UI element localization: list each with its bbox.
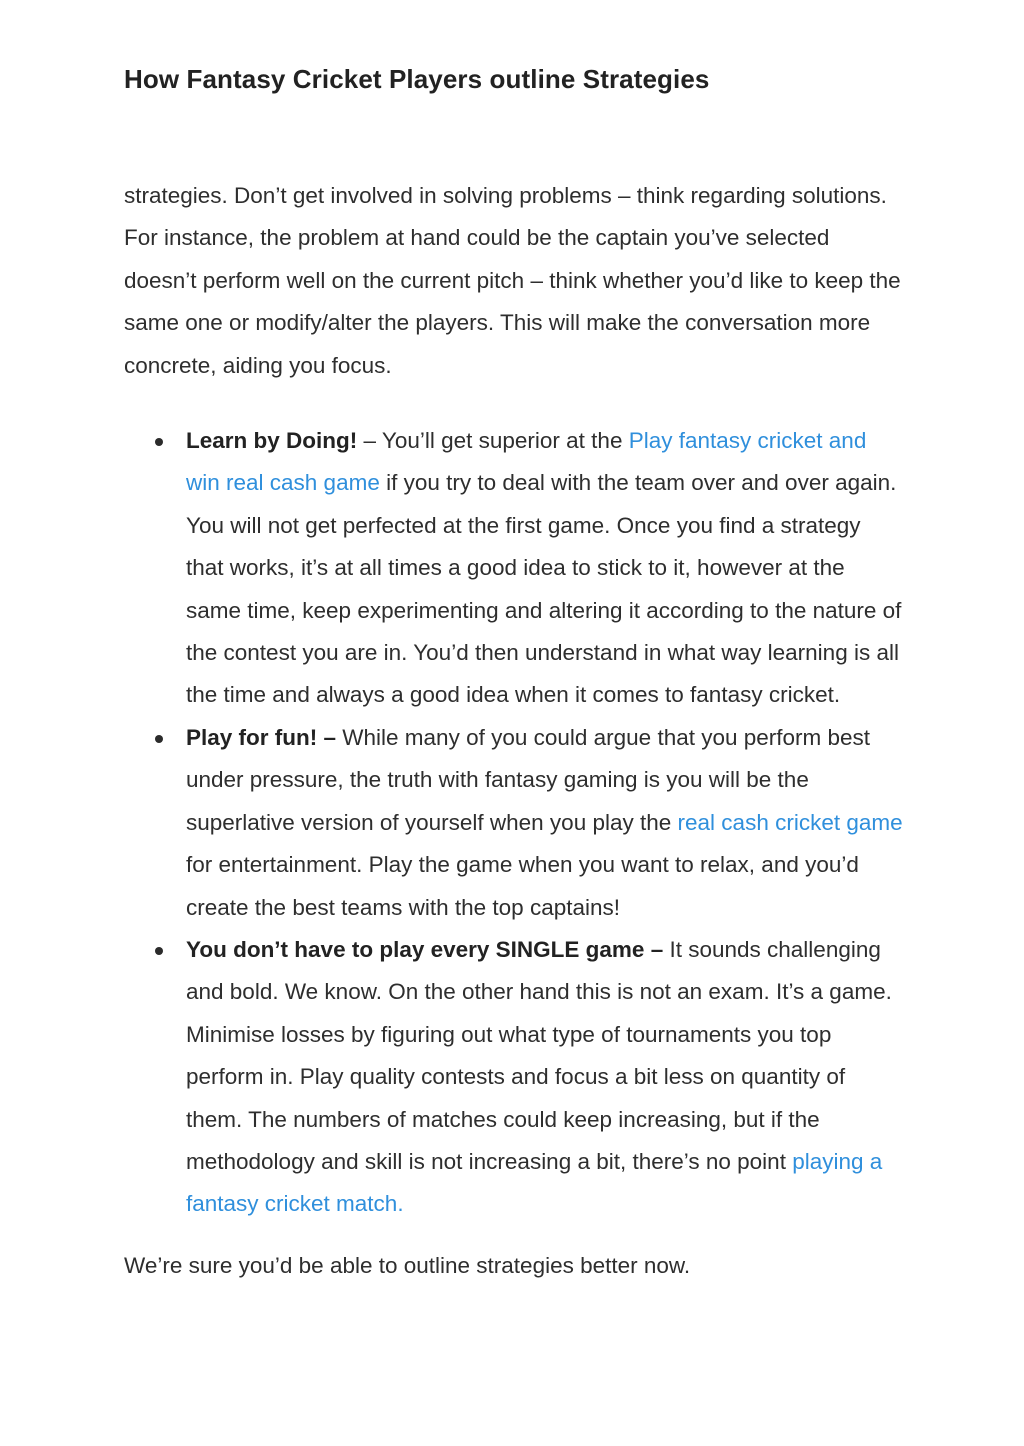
intro-paragraph: strategies. Don’t get involved in solving problems – think regarding solutions. For instance, the problem at hand could be the captain you’ve selected doesn’t perform well on the current pitch – think whether you’d like to keep the same one or modify/alter the players. This will make the conversation more concrete, aiding you focus. bbox=[124, 183, 901, 378]
list-item bbox=[124, 929, 904, 1226]
list-item-text: While many of you could argue that you perform best under pressure, the truth with fantasy gaming is you will be the superlative version of yourself when you play the bbox=[186, 724, 871, 835]
list-item bbox=[124, 717, 904, 929]
list-item-text: It sounds challenging and bold. We know. On the other hand this is not an exam. It’s a game. Minimise losses by figuring out what type of tournaments you top perform in. Play quality contests and focus a bit less on quantity of them. The numbers of matches could keep increasing, but if the methodology and skill is not increasing a bit, there’s no point bbox=[186, 936, 892, 1174]
closing-paragraph: We’re sure you’d be able to outline strategies better now. bbox=[124, 1252, 691, 1278]
list-item-lead: Play for fun! – bbox=[186, 724, 337, 750]
list-item bbox=[124, 420, 904, 717]
real-cash-cricket-game-link[interactable]: real cash cricket game bbox=[677, 809, 903, 835]
bullet-icon bbox=[155, 947, 163, 955]
bullet-icon bbox=[155, 735, 163, 743]
list-item-lead: You don’t have to play every SINGLE game – bbox=[186, 936, 664, 962]
play-fantasy-cricket-link[interactable]: Play fantasy cricket and win real cash game bbox=[186, 428, 867, 496]
list-item-text: for entertainment. Play the game when you want to relax, and you’d create the best teams with the top captains! bbox=[186, 852, 859, 920]
page-title: How Fantasy Cricket Players outline Strategies bbox=[124, 64, 710, 94]
list-item-text: – You’ll get superior at the bbox=[357, 428, 629, 454]
document-page bbox=[124, 60, 904, 1287]
bullet-icon bbox=[155, 438, 163, 446]
list-item-lead: Learn by Doing! bbox=[186, 428, 358, 454]
playing-fantasy-cricket-match-link[interactable]: playing a fantasy cricket match. bbox=[186, 1148, 883, 1217]
list-item-text: if you try to deal with the team over and over again. You will not get perfected at the first game. Once you find a strategy that works, it’s at all times a good idea to stick to it, however at the same time, keep experimenting and altering it according to the nature of the contest you are in. You’d then understand in what way learning is all the time and always a good idea when it comes to fantasy cricket. bbox=[186, 470, 902, 708]
strategy-list bbox=[124, 420, 904, 1226]
